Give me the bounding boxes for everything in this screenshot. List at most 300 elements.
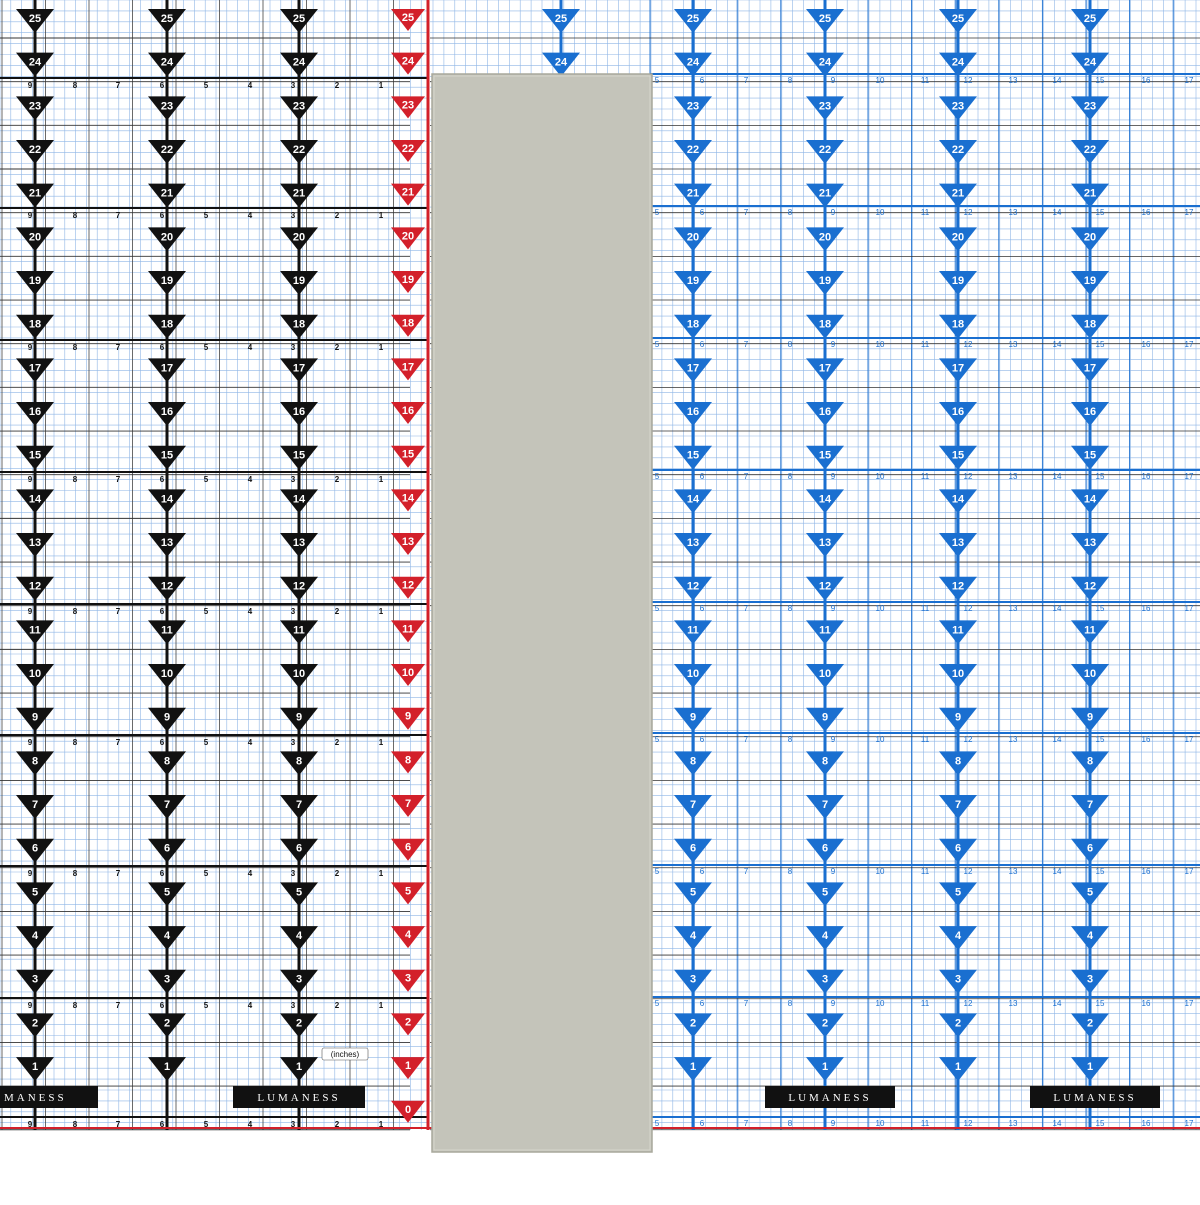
column-label: 7	[115, 738, 121, 747]
marker-label: 6	[31, 842, 39, 855]
column-label: 5	[654, 735, 660, 744]
marker-label: 13	[951, 537, 965, 550]
marker-label: 20	[818, 231, 832, 244]
marker-label: 24	[686, 56, 700, 69]
column-label: 2	[334, 1120, 340, 1129]
column-label: 11	[920, 867, 930, 876]
column-label: 8	[787, 999, 793, 1008]
row-marker	[939, 271, 977, 295]
row-marker	[1071, 839, 1109, 863]
marker-label: 23	[28, 100, 42, 113]
marker-label: 2	[31, 1017, 39, 1030]
marker-label: 22	[1083, 144, 1097, 157]
marker-label: 0	[404, 1103, 412, 1116]
marker-label: 4	[295, 930, 303, 943]
column-label: 11	[920, 76, 930, 85]
column-label: 8	[787, 340, 793, 349]
marker-label: 2	[163, 1017, 171, 1030]
marker-label: 7	[689, 799, 697, 812]
column-label: 6	[699, 208, 705, 217]
column-label: 4	[247, 81, 253, 90]
column-label: 12	[963, 867, 973, 876]
row-marker	[806, 271, 844, 295]
column-label: 9	[830, 1119, 836, 1128]
marker-label: 22	[951, 144, 965, 157]
red-marker	[391, 227, 425, 249]
marker-label: 4	[689, 930, 697, 943]
column-label: 14	[1052, 1119, 1062, 1128]
row-marker	[939, 315, 977, 339]
column-label: 5	[203, 475, 209, 484]
marker-label: 21	[686, 187, 700, 200]
row-marker	[280, 882, 318, 906]
column-label: 12	[963, 1119, 973, 1128]
marker-label: 1	[295, 1061, 303, 1074]
column-label: 8	[787, 867, 793, 876]
column-label: 12	[963, 604, 973, 613]
column-label: 7	[743, 999, 749, 1008]
column-label: 14	[1052, 472, 1062, 481]
column-label: 3	[290, 607, 296, 616]
column-label: 9	[830, 472, 836, 481]
units-label	[322, 1048, 368, 1060]
row-marker	[806, 140, 844, 164]
column-label: 7	[743, 472, 749, 481]
column-label: 6	[699, 735, 705, 744]
row-marker	[806, 795, 844, 819]
column-label: 1	[378, 343, 384, 352]
row-marker	[806, 96, 844, 120]
row-marker	[148, 708, 186, 732]
column-label: 8	[72, 607, 78, 616]
marker-label: 14	[28, 493, 42, 506]
column-label: 13	[1008, 604, 1018, 613]
marker-label: 10	[160, 668, 174, 681]
column-label: 6	[159, 475, 165, 484]
column-label: 5	[203, 343, 209, 352]
marker-label: 18	[401, 317, 415, 330]
marker-label: 5	[689, 886, 697, 899]
marker-label: 20	[401, 230, 415, 243]
marker-label: 19	[292, 275, 306, 288]
column-label: 8	[72, 738, 78, 747]
row-marker	[148, 184, 186, 208]
row-marker	[280, 184, 318, 208]
marker-label: 23	[401, 99, 415, 112]
column-label: 13	[1008, 472, 1018, 481]
column-label: 4	[247, 607, 253, 616]
marker-label: 9	[163, 711, 171, 724]
marker-label: 21	[28, 187, 42, 200]
row-marker	[148, 315, 186, 339]
column-label: 6	[699, 472, 705, 481]
marker-label: 13	[686, 537, 700, 550]
row-marker	[280, 271, 318, 295]
row-marker	[939, 227, 977, 251]
marker-label: 16	[818, 406, 832, 419]
column-label: 7	[115, 1001, 121, 1010]
row-marker	[280, 53, 318, 77]
marker-label: 16	[28, 406, 42, 419]
column-label: 8	[72, 869, 78, 878]
column-label: 7	[115, 1120, 121, 1129]
column-label: 10	[875, 472, 885, 481]
column-label: 17	[1184, 604, 1194, 613]
logo-plate	[233, 1086, 365, 1108]
column-label: 16	[1141, 735, 1151, 744]
marker-label: 5	[163, 886, 171, 899]
column-label: 12	[963, 340, 973, 349]
row-marker	[1071, 970, 1109, 994]
marker-label: 22	[292, 144, 306, 157]
column-label: 9	[830, 999, 836, 1008]
marker-label: 1	[954, 1061, 962, 1074]
marker-label: 6	[163, 842, 171, 855]
column-label: 5	[203, 81, 209, 90]
marker-label: 18	[818, 318, 832, 331]
marker-label: 16	[686, 406, 700, 419]
marker-label: 12	[686, 580, 700, 593]
marker-label: 5	[1086, 886, 1094, 899]
marker-label: 15	[951, 449, 965, 462]
marker-label: 10	[401, 667, 415, 680]
marker-label: 9	[31, 711, 39, 724]
marker-label: 20	[1083, 231, 1097, 244]
column-label: 14	[1052, 999, 1062, 1008]
marker-label: 2	[404, 1016, 412, 1029]
row-marker	[1071, 1013, 1109, 1037]
column-label: 5	[654, 76, 660, 85]
column-label: 6	[159, 1001, 165, 1010]
marker-label: 15	[401, 448, 415, 461]
row-marker	[280, 970, 318, 994]
column-label: 17	[1184, 1119, 1194, 1128]
marker-label: 21	[818, 187, 832, 200]
column-label: 6	[699, 999, 705, 1008]
marker-label: 16	[292, 406, 306, 419]
marker-label: 15	[1083, 449, 1097, 462]
column-label: 10	[875, 1119, 885, 1128]
marker-label: 25	[160, 13, 174, 25]
row-marker	[148, 271, 186, 295]
marker-label: 14	[401, 492, 415, 505]
column-label: 15	[1095, 999, 1105, 1008]
marker-label: 23	[292, 100, 306, 113]
column-label: 3	[290, 475, 296, 484]
row-marker	[542, 53, 580, 77]
column-label: 11	[920, 735, 930, 744]
column-label: 6	[159, 343, 165, 352]
column-label: 2	[334, 738, 340, 747]
marker-label: 13	[818, 537, 832, 550]
marker-label: 24	[1083, 56, 1097, 69]
marker-label: 6	[295, 842, 303, 855]
column-label: 8	[72, 1001, 78, 1010]
column-label: 1	[378, 1001, 384, 1010]
marker-label: 7	[821, 799, 829, 812]
row-marker	[939, 1013, 977, 1037]
row-marker	[280, 795, 318, 819]
red-marker	[391, 751, 425, 773]
marker-label: 17	[292, 362, 306, 375]
column-label: 13	[1008, 340, 1018, 349]
marker-label: 8	[404, 754, 412, 767]
column-label: 8	[787, 604, 793, 613]
row-marker	[280, 751, 318, 775]
marker-label: 16	[160, 406, 174, 419]
logo-text: MANESS	[4, 1092, 67, 1104]
marker-label: 7	[295, 799, 303, 812]
marker-label: 11	[161, 624, 173, 637]
marker-label: 21	[1083, 187, 1097, 200]
marker-label: 20	[686, 231, 700, 244]
column-label: 9	[27, 343, 33, 352]
row-marker	[806, 227, 844, 251]
column-label: 8	[787, 208, 793, 217]
logo-plate	[765, 1086, 895, 1108]
row-marker	[806, 926, 844, 950]
marker-label: 1	[163, 1061, 171, 1074]
column-label: 17	[1184, 867, 1194, 876]
column-label: 1	[378, 607, 384, 616]
marker-label: 25	[818, 13, 832, 25]
marker-label: 3	[163, 973, 171, 986]
marker-label: 22	[160, 144, 174, 157]
column-label: 10	[875, 208, 885, 217]
column-label: 6	[159, 81, 165, 90]
marker-label: 11	[819, 624, 831, 637]
marker-label: 15	[28, 449, 42, 462]
red-marker	[391, 795, 425, 817]
marker-label: 20	[160, 231, 174, 244]
marker-label: 4	[821, 930, 829, 943]
logo-plate	[0, 1086, 98, 1108]
column-label: 3	[290, 1001, 296, 1010]
column-label: 9	[830, 735, 836, 744]
marker-label: 14	[951, 493, 965, 506]
row-marker	[280, 926, 318, 950]
column-label: 3	[290, 343, 296, 352]
marker-label: 8	[31, 755, 39, 768]
column-label: 17	[1184, 76, 1194, 85]
column-label: 14	[1052, 208, 1062, 217]
column-label: 7	[743, 735, 749, 744]
marker-label: 12	[818, 580, 832, 593]
column-label: 8	[72, 81, 78, 90]
column-label: 16	[1141, 999, 1151, 1008]
marker-label: 22	[818, 144, 832, 157]
column-label: 13	[1008, 867, 1018, 876]
row-marker	[148, 140, 186, 164]
marker-label: 13	[160, 537, 174, 550]
row-marker	[939, 795, 977, 819]
marker-label: 6	[404, 841, 412, 854]
row-marker	[148, 1013, 186, 1037]
marker-label: 18	[160, 318, 174, 331]
row-marker	[806, 1057, 844, 1081]
red-marker	[391, 184, 425, 206]
column-label: 3	[290, 738, 296, 747]
logo-text: LUMANESS	[1053, 1092, 1137, 1104]
marker-label: 19	[818, 275, 832, 288]
marker-label: 11	[293, 624, 305, 637]
marker-label: 13	[1083, 537, 1097, 550]
marker-label: 17	[28, 362, 42, 375]
marker-label: 25	[951, 13, 965, 25]
row-marker	[148, 1057, 186, 1081]
column-label: 8	[72, 343, 78, 352]
row-marker	[674, 1013, 712, 1037]
marker-label: 8	[954, 755, 962, 768]
column-label: 5	[203, 1001, 209, 1010]
row-marker	[939, 839, 977, 863]
marker-label: 23	[160, 100, 174, 113]
marker-label: 8	[163, 755, 171, 768]
marker-label: 10	[28, 668, 42, 681]
column-label: 10	[875, 867, 885, 876]
marker-label: 21	[292, 187, 306, 200]
column-label: 10	[875, 76, 885, 85]
row-marker	[148, 751, 186, 775]
marker-label: 10	[951, 668, 965, 681]
marker-label: 20	[292, 231, 306, 244]
column-label: 9	[27, 211, 33, 220]
row-marker	[939, 882, 977, 906]
column-label: 6	[699, 76, 705, 85]
marker-label: 25	[28, 13, 42, 25]
row-marker	[1071, 315, 1109, 339]
column-label: 10	[875, 340, 885, 349]
row-marker	[674, 315, 712, 339]
red-marker	[391, 882, 425, 904]
red-marker	[391, 577, 425, 599]
marker-label: 22	[686, 144, 700, 157]
column-label: 7	[115, 211, 121, 220]
marker-label: 12	[28, 580, 42, 593]
marker-label: 19	[28, 275, 42, 288]
red-marker	[391, 533, 425, 555]
marker-label: 14	[818, 493, 832, 506]
column-label: 5	[654, 208, 660, 217]
marker-label: 16	[401, 405, 415, 418]
marker-label: 25	[292, 13, 306, 25]
column-label: 15	[1095, 1119, 1105, 1128]
column-label: 15	[1095, 340, 1105, 349]
marker-label: 1	[821, 1061, 829, 1074]
marker-label: 2	[821, 1017, 829, 1030]
marker-label: 12	[160, 580, 174, 593]
marker-label: 24	[292, 56, 306, 69]
column-label: 4	[247, 343, 253, 352]
marker-label: 1	[1086, 1061, 1094, 1074]
red-marker	[391, 315, 425, 337]
red-marker	[391, 358, 425, 380]
marker-label: 16	[1083, 406, 1097, 419]
marker-label: 17	[401, 361, 415, 374]
column-label: 8	[787, 472, 793, 481]
marker-label: 5	[295, 886, 303, 899]
column-label: 12	[963, 999, 973, 1008]
column-label: 15	[1095, 472, 1105, 481]
marker-label: 13	[292, 537, 306, 550]
marker-label: 14	[1083, 493, 1097, 506]
column-label: 6	[699, 867, 705, 876]
row-marker	[806, 751, 844, 775]
column-label: 7	[743, 867, 749, 876]
row-marker	[674, 184, 712, 208]
column-label: 13	[1008, 208, 1018, 217]
column-label: 8	[787, 735, 793, 744]
marker-label: 21	[951, 187, 965, 200]
column-label: 7	[743, 1119, 749, 1128]
row-marker	[1071, 751, 1109, 775]
column-label: 2	[334, 475, 340, 484]
column-label: 9	[27, 869, 33, 878]
marker-label: 4	[404, 929, 412, 942]
row-marker	[148, 9, 186, 33]
row-marker	[806, 1013, 844, 1037]
marker-label: 14	[292, 493, 306, 506]
row-marker	[280, 1057, 318, 1081]
column-label: 7	[743, 604, 749, 613]
marker-label: 19	[686, 275, 700, 288]
column-label: 4	[247, 1120, 253, 1129]
column-label: 6	[699, 1119, 705, 1128]
column-label: 11	[920, 604, 930, 613]
row-marker	[806, 970, 844, 994]
column-label: 15	[1095, 76, 1105, 85]
column-label: 16	[1141, 76, 1151, 85]
column-label: 9	[27, 1001, 33, 1010]
column-label: 6	[159, 869, 165, 878]
marker-label: 17	[160, 362, 174, 375]
row-marker	[806, 315, 844, 339]
marker-label: 17	[686, 362, 700, 375]
column-label: 2	[334, 211, 340, 220]
marker-label: 19	[160, 275, 174, 288]
row-marker	[674, 708, 712, 732]
row-marker	[1071, 926, 1109, 950]
column-label: 14	[1052, 76, 1062, 85]
row-marker	[1071, 882, 1109, 906]
column-label: 1	[378, 869, 384, 878]
column-label: 16	[1141, 1119, 1151, 1128]
column-label: 12	[963, 76, 973, 85]
row-marker	[148, 839, 186, 863]
row-marker	[939, 970, 977, 994]
row-marker	[806, 9, 844, 33]
marker-label: 24	[160, 56, 174, 69]
row-marker	[1071, 9, 1109, 33]
marker-label: 25	[1083, 13, 1097, 25]
marker-label: 10	[292, 668, 306, 681]
row-marker	[1071, 140, 1109, 164]
marker-label: 17	[818, 362, 832, 375]
marker-label: 11	[687, 624, 699, 637]
column-label: 12	[963, 472, 973, 481]
column-label: 14	[1052, 604, 1062, 613]
marker-label: 15	[686, 449, 700, 462]
marker-label: 3	[954, 973, 962, 986]
marker-label: 4	[954, 930, 962, 943]
marker-label: 10	[818, 668, 832, 681]
marker-label: 6	[689, 842, 697, 855]
marker-label: 3	[31, 973, 39, 986]
logo-text: LUMANESS	[788, 1092, 872, 1104]
marker-label: 12	[401, 579, 415, 592]
marker-label: 24	[818, 56, 832, 69]
slat-body	[432, 74, 652, 1152]
